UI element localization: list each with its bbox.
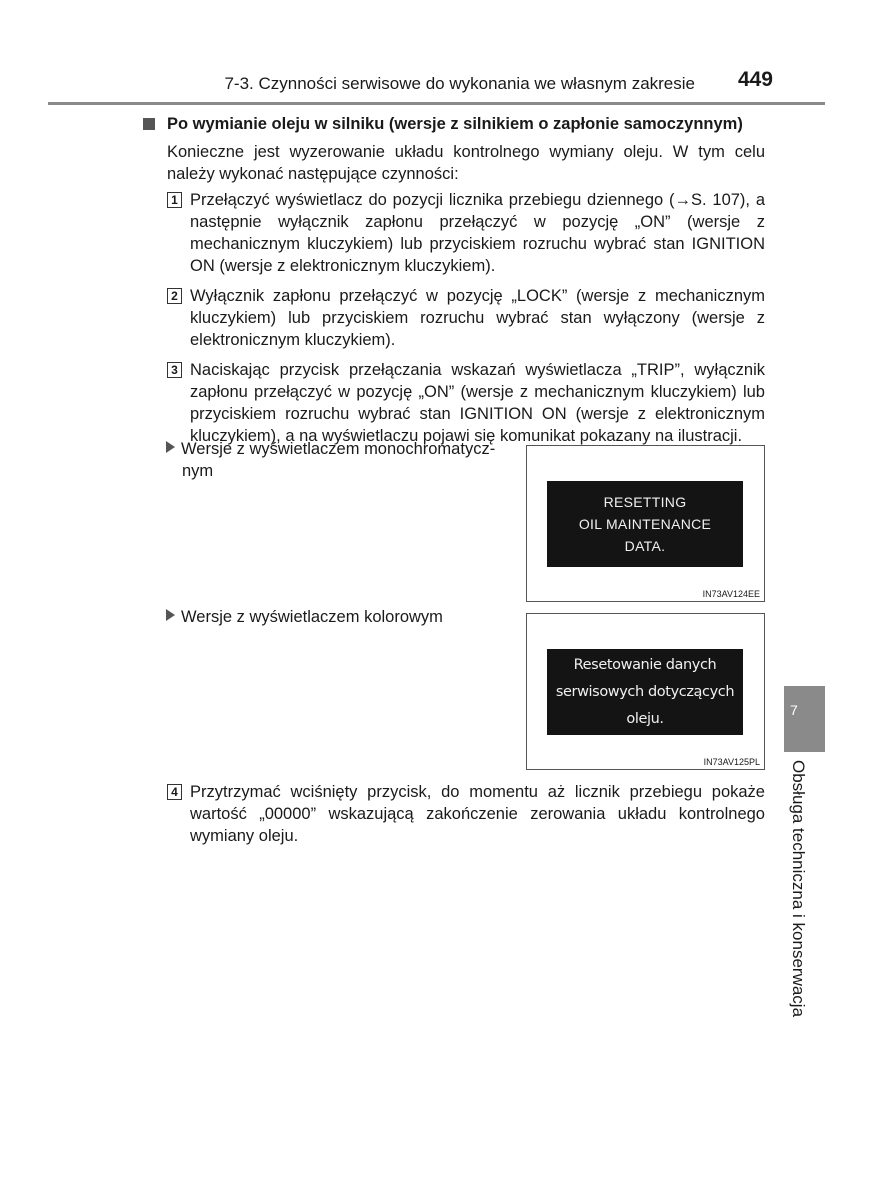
step-1 xyxy=(143,189,765,277)
step-number-badge: 3 xyxy=(167,362,182,378)
square-bullet-icon xyxy=(143,118,155,130)
step-2 xyxy=(143,285,765,351)
section-title-text: Po wymianie oleju w silniku (wersje z silnikiem o zapłonie samoczynnym) xyxy=(167,115,743,133)
triangle-arrow-icon xyxy=(166,609,175,621)
step-number-badge: 1 xyxy=(167,192,182,208)
step-text: Przełączyć wyświetlacz do pozycji licznika przebiegu dziennego (→S. 107), a następnie wyłącznik zapłonu przełączyć w pozycję „ON” (wersje z mechanicznym kluczykiem) lub przyciskiem rozruchu wybrać stan IGNITION ON (wersje z elektronicznym kluczykiem). xyxy=(190,191,765,275)
triangle-arrow-icon xyxy=(166,441,175,453)
step-text: Naciskając przycisk przełączania wskazań wyświetlacza „TRIP”, wyłącznik zapłonu przełączyć w pozycję „ON” (wersje z mechanicznym kluczykiem) lub przyciskiem rozruchu wybrać stan IGNITION ON (wersje z elektronicznym kluczykiem), a na wyświetlaczu pojawi się komunikat pokazany na ilustracji. xyxy=(190,361,765,445)
page-number: 449 xyxy=(737,68,773,91)
section-title xyxy=(143,113,765,135)
step-text: Wyłącznik zapłonu przełączyć w pozycję „LOCK” (wersje z mechanicznym kluczykiem) lub przyciskiem rozruchu wybrać stan wyłączony (wersje z elektronicznym kluczykiem). xyxy=(190,287,765,349)
figure-color-display xyxy=(526,613,765,770)
variant-color xyxy=(166,606,511,628)
screen-line: RESETTING xyxy=(603,494,687,510)
screen-line: OIL MAINTENANCE xyxy=(578,516,712,532)
step-number-badge: 4 xyxy=(167,784,182,800)
step-4-wrapper xyxy=(143,781,765,855)
screen-line: Resetowanie danych xyxy=(573,656,717,673)
step-number-badge: 2 xyxy=(167,288,182,304)
step-3 xyxy=(143,359,765,447)
step-text: Przytrzymać wciśnięty przycisk, do momentu aż licznik przebiegu pokaże wartość „00000” wskazującą zakończenie zerowania układu kontrolnego wymiany oleju. xyxy=(190,783,765,845)
variant-monochrome xyxy=(166,438,511,482)
step-4 xyxy=(143,781,765,847)
chapter-title: 7-3. Czynności serwisowe do wykonania we własnym zakresie xyxy=(224,74,695,93)
chapter-tab xyxy=(784,686,825,752)
figure-monochrome-display xyxy=(526,445,765,602)
variant-label: Wersje z wyświetlaczem kolorowym xyxy=(181,608,443,626)
variant-label-continued: nym xyxy=(182,462,214,480)
chapter-side-label: Obsługa techniczna i konserwacja xyxy=(789,760,808,1018)
figure-id: IN73AV125PL xyxy=(703,757,760,767)
variant-label: Wersje z wyświetlaczem monochromatycz- xyxy=(181,440,496,458)
screen-line: oleju. xyxy=(626,710,664,727)
main-content xyxy=(143,113,765,455)
display-screen xyxy=(547,481,743,567)
screen-line: DATA. xyxy=(624,538,666,554)
chapter-tab-number: 7 xyxy=(790,702,798,718)
display-screen xyxy=(547,649,743,735)
screen-line: serwisowych dotyczących xyxy=(555,683,735,700)
figure-id: IN73AV124EE xyxy=(702,589,760,599)
section-intro: Konieczne jest wyzerowanie układu kontrolnego wymiany oleju. W tym celu należy wykonać następujące czynności: xyxy=(167,143,765,183)
page-header xyxy=(48,68,825,105)
